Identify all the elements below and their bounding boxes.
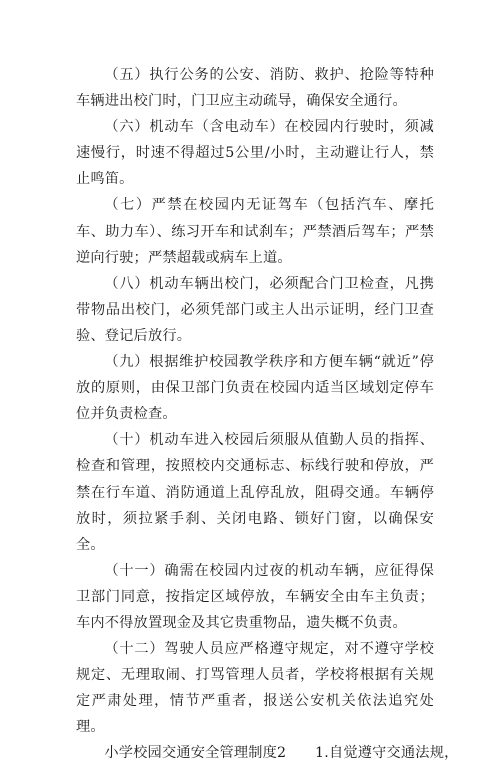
paragraph-item-9: （九）根据维护校园教学秩序和方便车辆“就近”停放的原则，由保卫部门负责在校园内适当区域划定停车位并负责检查。: [76, 354, 434, 423]
paragraph-item-7: （七）严禁在校园内无证驾车（包括汽车、摩托车、助力车）、练习开车和试刹车；严禁酒后驾车；严禁逆向行驶；严禁超载或病车上道。: [76, 197, 434, 266]
paragraph-item-8: （八）机动车辆出校门，必须配合门卫检查，凡携带物品出校门，必须凭部门或主人出示证明，经门卫查验、登记后放行。: [76, 275, 434, 344]
section-heading-line: 小学校园交通安全管理制度2 1.自觉遵守交通法规，: [104, 745, 459, 762]
paragraph-item-12: （十二）驾驶人员应严格遵守规定，对不遵守学校规定、无理取闹、打骂管理人员者，学校将根据有关规定严肃处理，情节严重者，报送公安机关依法追究处理。: [76, 641, 434, 736]
paragraph-item-5: （五）执行公务的公安、消防、救护、抢险等特种车辆进出校门时，门卫应主动疏导，确保安全通行。: [76, 67, 434, 110]
document-body: [76, 62, 459, 767]
paragraph-item-10: （十）机动车进入校园后须服从值勤人员的指挥、检查和管理，按照校内交通标志、标线行驶和停放，严禁在行车道、消防通道上乱停乱放，阻碍交通。车辆停放时，须拉紧手刹、关闭电路、锁好门窗，以确保安全。: [76, 432, 434, 553]
paragraph-item-6: （六）机动车（含电动车）在校园内行驶时，须减速慢行，时速不得超过5公里/小时，主动避让行人，禁止鸣笛。: [76, 119, 434, 188]
paragraph-item-11: （十一）确需在校园内过夜的机动车辆，应征得保卫部门同意，按指定区域停放，车辆安全由车主负责；车内不得放置现金及其它贵重物品，遗失概不负责。: [76, 562, 434, 631]
